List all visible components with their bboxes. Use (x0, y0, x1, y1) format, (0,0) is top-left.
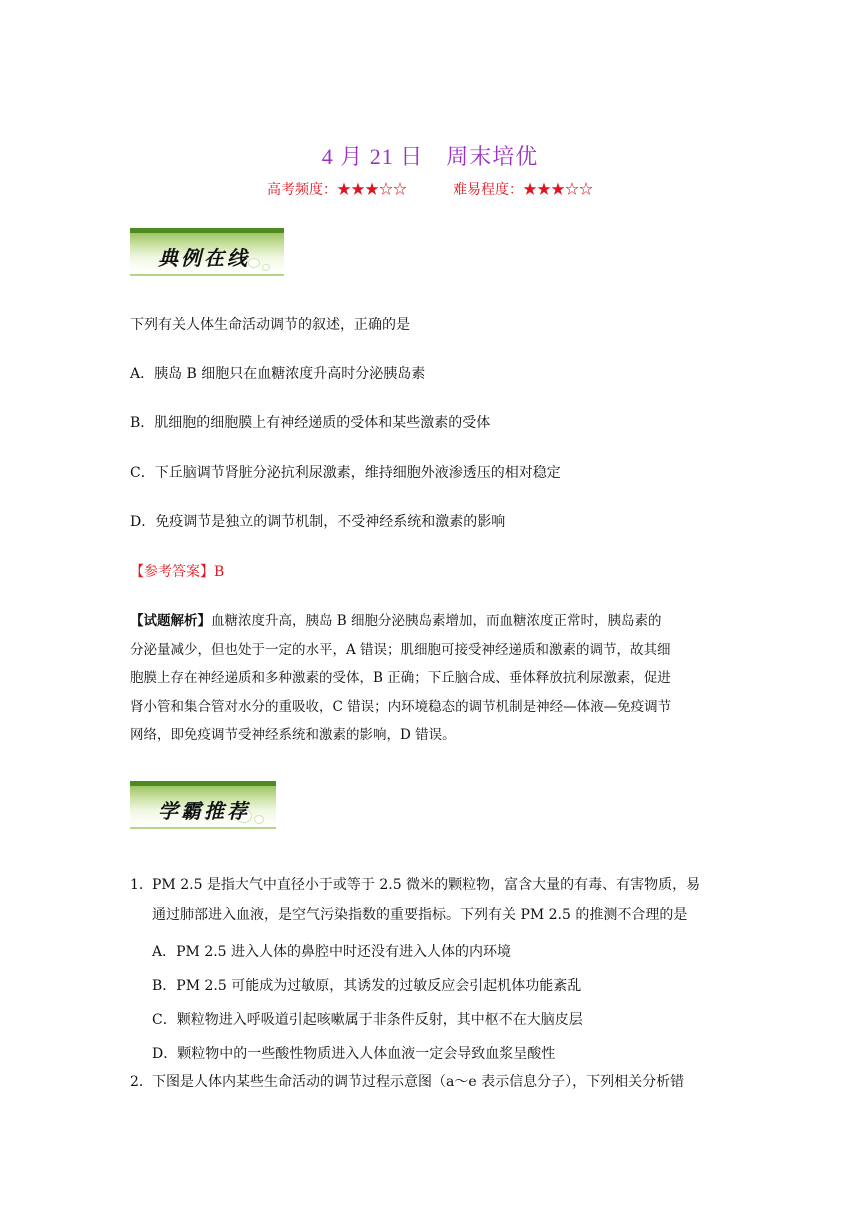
question-1 (130, 870, 736, 930)
answer-label: 【参考答案】 (130, 564, 214, 580)
reference-answer (130, 558, 732, 586)
question-stem: 下列有关人体生命活动调节的叙述，正确的是 (130, 317, 410, 333)
frequency-label: 高考频度： (267, 182, 337, 198)
section-banner-example (130, 228, 284, 280)
option-d: D．免疫调节是独立的调节机制，不受神经系统和激素的影响 (130, 514, 506, 530)
page-title: 4 月 21 日 周末培优 (321, 144, 539, 169)
question-text: 下图是人体内某些生命活动的调节过程示意图（a～e 表示信息分子），下列相关分析错 (152, 1074, 685, 1090)
option-b: B．肌细胞的细胞膜上有神经递质的受体和某些激素的受体 (130, 415, 491, 431)
question-text-cont: 通过肺部进入血液，是空气污染指数的重要指标。下列有关 PM 2.5 的推测不合理的是 (152, 907, 688, 923)
analysis-line: 分泌量减少，但也处于一定的水平，A 错误；肌细胞可接受神经递质和激素的调节，故其细 (130, 641, 671, 658)
option-a: A．胰岛 B 细胞只在血糖浓度升高时分泌胰岛素 (130, 366, 426, 382)
question-text: PM 2.5 是指大气中直径小于或等于 2.5 微米的颗粒物，富含大量的有毒、有害物质，易 (152, 877, 701, 893)
frequency-stars: ★★★☆☆ (337, 182, 407, 198)
difficulty-stars: ★★★☆☆ (523, 182, 593, 198)
question-number: 2． (130, 1074, 153, 1090)
analysis-line: 【试题解析】血糖浓度升高，胰岛 B 细胞分泌胰岛素增加，而血糖浓度正常时，胰岛素的 (130, 613, 662, 629)
option-c: C．下丘脑调节肾脏分泌抗利尿激素，维持细胞外液渗透压的相对稳定 (130, 465, 561, 481)
q1-option-c: C．颗粒物进入呼吸道引起咳嗽属于非条件反射，其中枢不在大脑皮层 (152, 1012, 583, 1028)
analysis-line: 肾小管和集合管对水分的重吸收，C 错误；内环境稳态的调节机制是神经—体液—免疫调节 (130, 698, 672, 715)
analysis-line: 胞膜上存在神经递质和多种激素的受体，B 正确；下丘脑合成、垂体释放抗利尿激素，促进 (130, 670, 671, 686)
analysis-block (130, 607, 732, 750)
section-banner-recommend (130, 781, 276, 833)
analysis-label: 【试题解析】 (130, 613, 211, 629)
question-2 (130, 1067, 736, 1097)
q1-option-b: B．PM 2.5 可能成为过敏原，其诱发的过敏反应会引起机体功能紊乱 (152, 978, 582, 994)
difficulty-label: 难易程度： (453, 182, 523, 198)
q1-option-a: A．PM 2.5 进入人体的鼻腔中时还没有进入人体的内环境 (152, 944, 512, 960)
banner-text: 典例在线 (158, 246, 250, 270)
question-number: 1． (130, 877, 153, 893)
answer-value: B (214, 564, 225, 580)
q1-option-d: D．颗粒物中的一些酸性物质进入人体血液一定会导致血浆呈酸性 (152, 1046, 556, 1062)
banner-text: 学霸推荐 (158, 799, 250, 823)
rating-line (0, 179, 860, 199)
analysis-line: 网络，即免疫调节受神经系统和激素的影响，D 错误。 (130, 727, 456, 743)
